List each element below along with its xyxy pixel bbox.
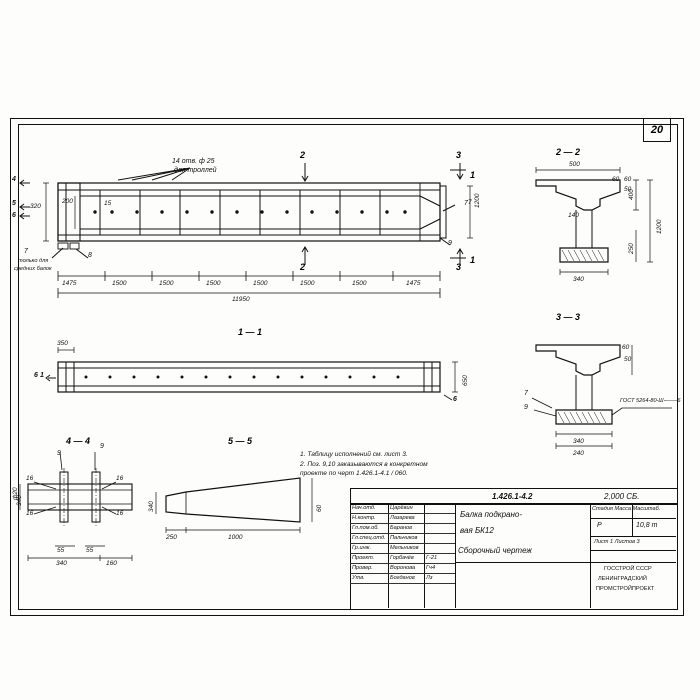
dim-4-4-d20: ф20 (12, 487, 19, 500)
stamp-role-4: Гр.инж. (352, 545, 372, 551)
dim-4-4-16b: 16 (116, 475, 124, 482)
pos-label-6-right: 6 (453, 396, 457, 403)
stamp-row-7 (350, 573, 455, 574)
dim-350: 350 (57, 340, 68, 347)
stamp-mark-7: Лз (426, 575, 433, 581)
stamp-row-1 (350, 513, 455, 514)
mass-scale-label: Стадия Масса Масштаб. (592, 506, 661, 512)
dim-4-4-16c: 16 (26, 510, 34, 517)
stamp-role-0: Нач.отд. (352, 505, 376, 511)
dim-chain-3: 1500 (159, 280, 174, 287)
pos-label-7-left: 7 (24, 248, 28, 255)
stamp-sep-h3 (590, 536, 676, 537)
dim-2-2-500: 500 (569, 161, 580, 168)
sheet-count-label: Лист 1 Листов 3 (594, 539, 640, 545)
stamp-name-6: Воронова (390, 565, 416, 571)
stamp-sep-h2 (590, 518, 676, 519)
stamp-role-7: Утв. (352, 575, 365, 581)
dim-2-2-60a: 60 (624, 176, 632, 183)
dim-5-5-60: 60 (316, 504, 323, 512)
view-label-3-3: 3 — 3 (556, 312, 581, 322)
stamp-row-4 (350, 543, 455, 544)
stamp-sep-v5 (424, 503, 425, 608)
dim-3-3-340: 340 (573, 438, 584, 445)
section-mark-2-top: 2 (300, 150, 306, 160)
stamp-mark-5: Г-21 (426, 555, 438, 561)
stamp-sep-v4 (388, 503, 389, 608)
callout-hole-line1: 14 отв. ф 25 (172, 158, 215, 165)
stamp-row-6 (350, 563, 455, 564)
pos-label-8: 8 (88, 252, 92, 259)
org-line-3: ПРОМСТРОЙПРОЕКТ (596, 586, 655, 592)
stamp-role-2: Гл.пом.об. (352, 525, 379, 531)
dim-2-2-250: 250 (628, 243, 635, 254)
stamp-name-2: Баранов (390, 525, 413, 531)
view-arrow-5: 5 (12, 200, 16, 207)
pos-label-1-center: 1 (40, 372, 44, 379)
stamp-name-0: Царёвин (390, 505, 413, 511)
section-mark-3-top: 3 (456, 150, 462, 160)
dim-4-4-16a: 16 (26, 475, 34, 482)
dim-2-2-60b: 60 (612, 176, 620, 183)
dim-15: 15 (104, 200, 112, 207)
dim-200: 200 (62, 198, 73, 205)
dim-2-2-400: 400 (628, 189, 635, 200)
callout-hole-line2: для троллей (174, 167, 217, 174)
dim-4-4-55b: 55 (86, 547, 94, 554)
title-line-3: Сборочный чертеж (458, 546, 532, 555)
dim-chain-6: 1500 (300, 280, 315, 287)
stamp-mark-6: Гч4 (426, 565, 436, 571)
dim-320: 320 (30, 203, 41, 210)
dim-1200-plan: 1200 (474, 193, 481, 208)
pos-label-9-sec4b: 9 (57, 450, 61, 457)
stamp-name-7: Богданов (390, 575, 415, 581)
dim-4-4-340v: 340 (16, 495, 23, 506)
dim-2-2-140: 140 (568, 212, 579, 219)
view-label-4-4: 4 — 4 (66, 436, 91, 446)
stamp-sep-h4 (590, 550, 676, 551)
stamp-row-3 (350, 533, 455, 534)
drawing-code: 1.426.1-4.2 (492, 492, 533, 501)
dim-chain-4: 1500 (206, 280, 221, 287)
pos-label-7-sec3: 7 (524, 390, 528, 397)
note-line-1: 1. Таблицу исполнений см. лист 3. (300, 451, 408, 458)
view-arrow-4-top: 4 (12, 176, 16, 183)
stamp-row-2 (350, 523, 455, 524)
stamp-row-5 (350, 553, 455, 554)
view-label-5-5: 5 — 5 (228, 436, 253, 446)
dim-2-2-340: 340 (573, 276, 584, 283)
dim-5-5-1000: 1000 (228, 534, 243, 541)
stamp-sep-h1 (455, 562, 676, 563)
stamp-name-3: Пальчиков (390, 535, 418, 541)
stamp-role-5: Проект. (352, 555, 375, 561)
dim-chain-7: 1500 (352, 280, 367, 287)
stage-value: Р (597, 522, 602, 529)
stamp-name-5: Горбачёв (390, 555, 414, 561)
view-arrow-4-bottom: 6 (12, 212, 16, 219)
dim-7-right: 7 (468, 199, 472, 206)
dim-5-5-250: 250 (166, 534, 177, 541)
note-only-line2: средних балок (14, 266, 52, 272)
stamp-role-3: Гл.спец.отд. (352, 535, 386, 541)
dim-chain-5: 1500 (253, 280, 268, 287)
mass-value: 10,8 т (636, 522, 658, 529)
org-line-1: ГОССТРОЙ СССР (604, 566, 652, 572)
stamp-role-1: Н.контр. (352, 515, 376, 521)
dim-4-4-340: 340 (56, 560, 67, 567)
pos-label-9-sec3: 9 (524, 404, 528, 411)
stamp-role-6: Провер. (352, 565, 373, 571)
dim-3-3-50: 50 (624, 356, 632, 363)
section-mark-3-bottom: 3 (456, 262, 462, 272)
dim-chain-8: 1475 (406, 280, 421, 287)
dim-2-2-50: 50 (624, 186, 632, 193)
pos-label-7-right: 7 (464, 200, 468, 207)
stamp-row-8 (350, 583, 455, 584)
dim-2-2-1200: 1200 (656, 219, 663, 234)
general-notes (300, 450, 515, 479)
dim-3-3-60: 60 (622, 344, 630, 351)
dim-3-3-240: 240 (573, 450, 584, 457)
dim-chain-2: 1500 (112, 280, 127, 287)
view-label-1-1: 1 — 1 (238, 327, 263, 337)
note-line-2: 2. Поз. 9,10 заказываются в конкретном (300, 460, 428, 468)
title-line-2: вая БК12 (460, 526, 494, 535)
dim-4-4-160: 160 (106, 560, 117, 567)
stamp-name-4: Мельников (390, 545, 419, 551)
dim-4-4-55a: 55 (57, 547, 65, 554)
pos-label-6-left: 6 (34, 372, 38, 379)
pos-label-9-sec4a: 9 (100, 443, 104, 450)
stamp-sep-v1 (455, 503, 456, 608)
note-line-3: проекте по черт 1.426.1-4.1 / 060. (300, 470, 408, 478)
dim-4-4-16d: 16 (116, 510, 124, 517)
dim-5-5-340: 340 (148, 501, 155, 512)
weld-note: ГОСТ 5264-80-Ш-───6 (620, 398, 681, 404)
stamp-name-1: Лазарева (390, 515, 415, 521)
dim-chain-1: 1475 (62, 280, 77, 287)
section-mark-1-right-top: 1 (470, 170, 476, 180)
title-line-1: Балка подкрано- (460, 510, 522, 519)
note-only-line1: только для (18, 258, 49, 264)
org-line-2: ЛЕНИНГРАДСКИЙ (598, 576, 647, 582)
pos-label-9-right: 9 (448, 240, 452, 247)
dim-total-11950: 11950 (232, 296, 250, 303)
drawing-scale-note: 2,000 СБ. (604, 492, 640, 501)
dim-650: 650 (462, 375, 469, 386)
section-mark-1-right-bottom: 1 (470, 255, 476, 265)
view-label-2-2: 2 — 2 (556, 147, 581, 157)
section-mark-2-bottom: 2 (300, 262, 306, 272)
page-number-box: 20 (643, 118, 671, 142)
